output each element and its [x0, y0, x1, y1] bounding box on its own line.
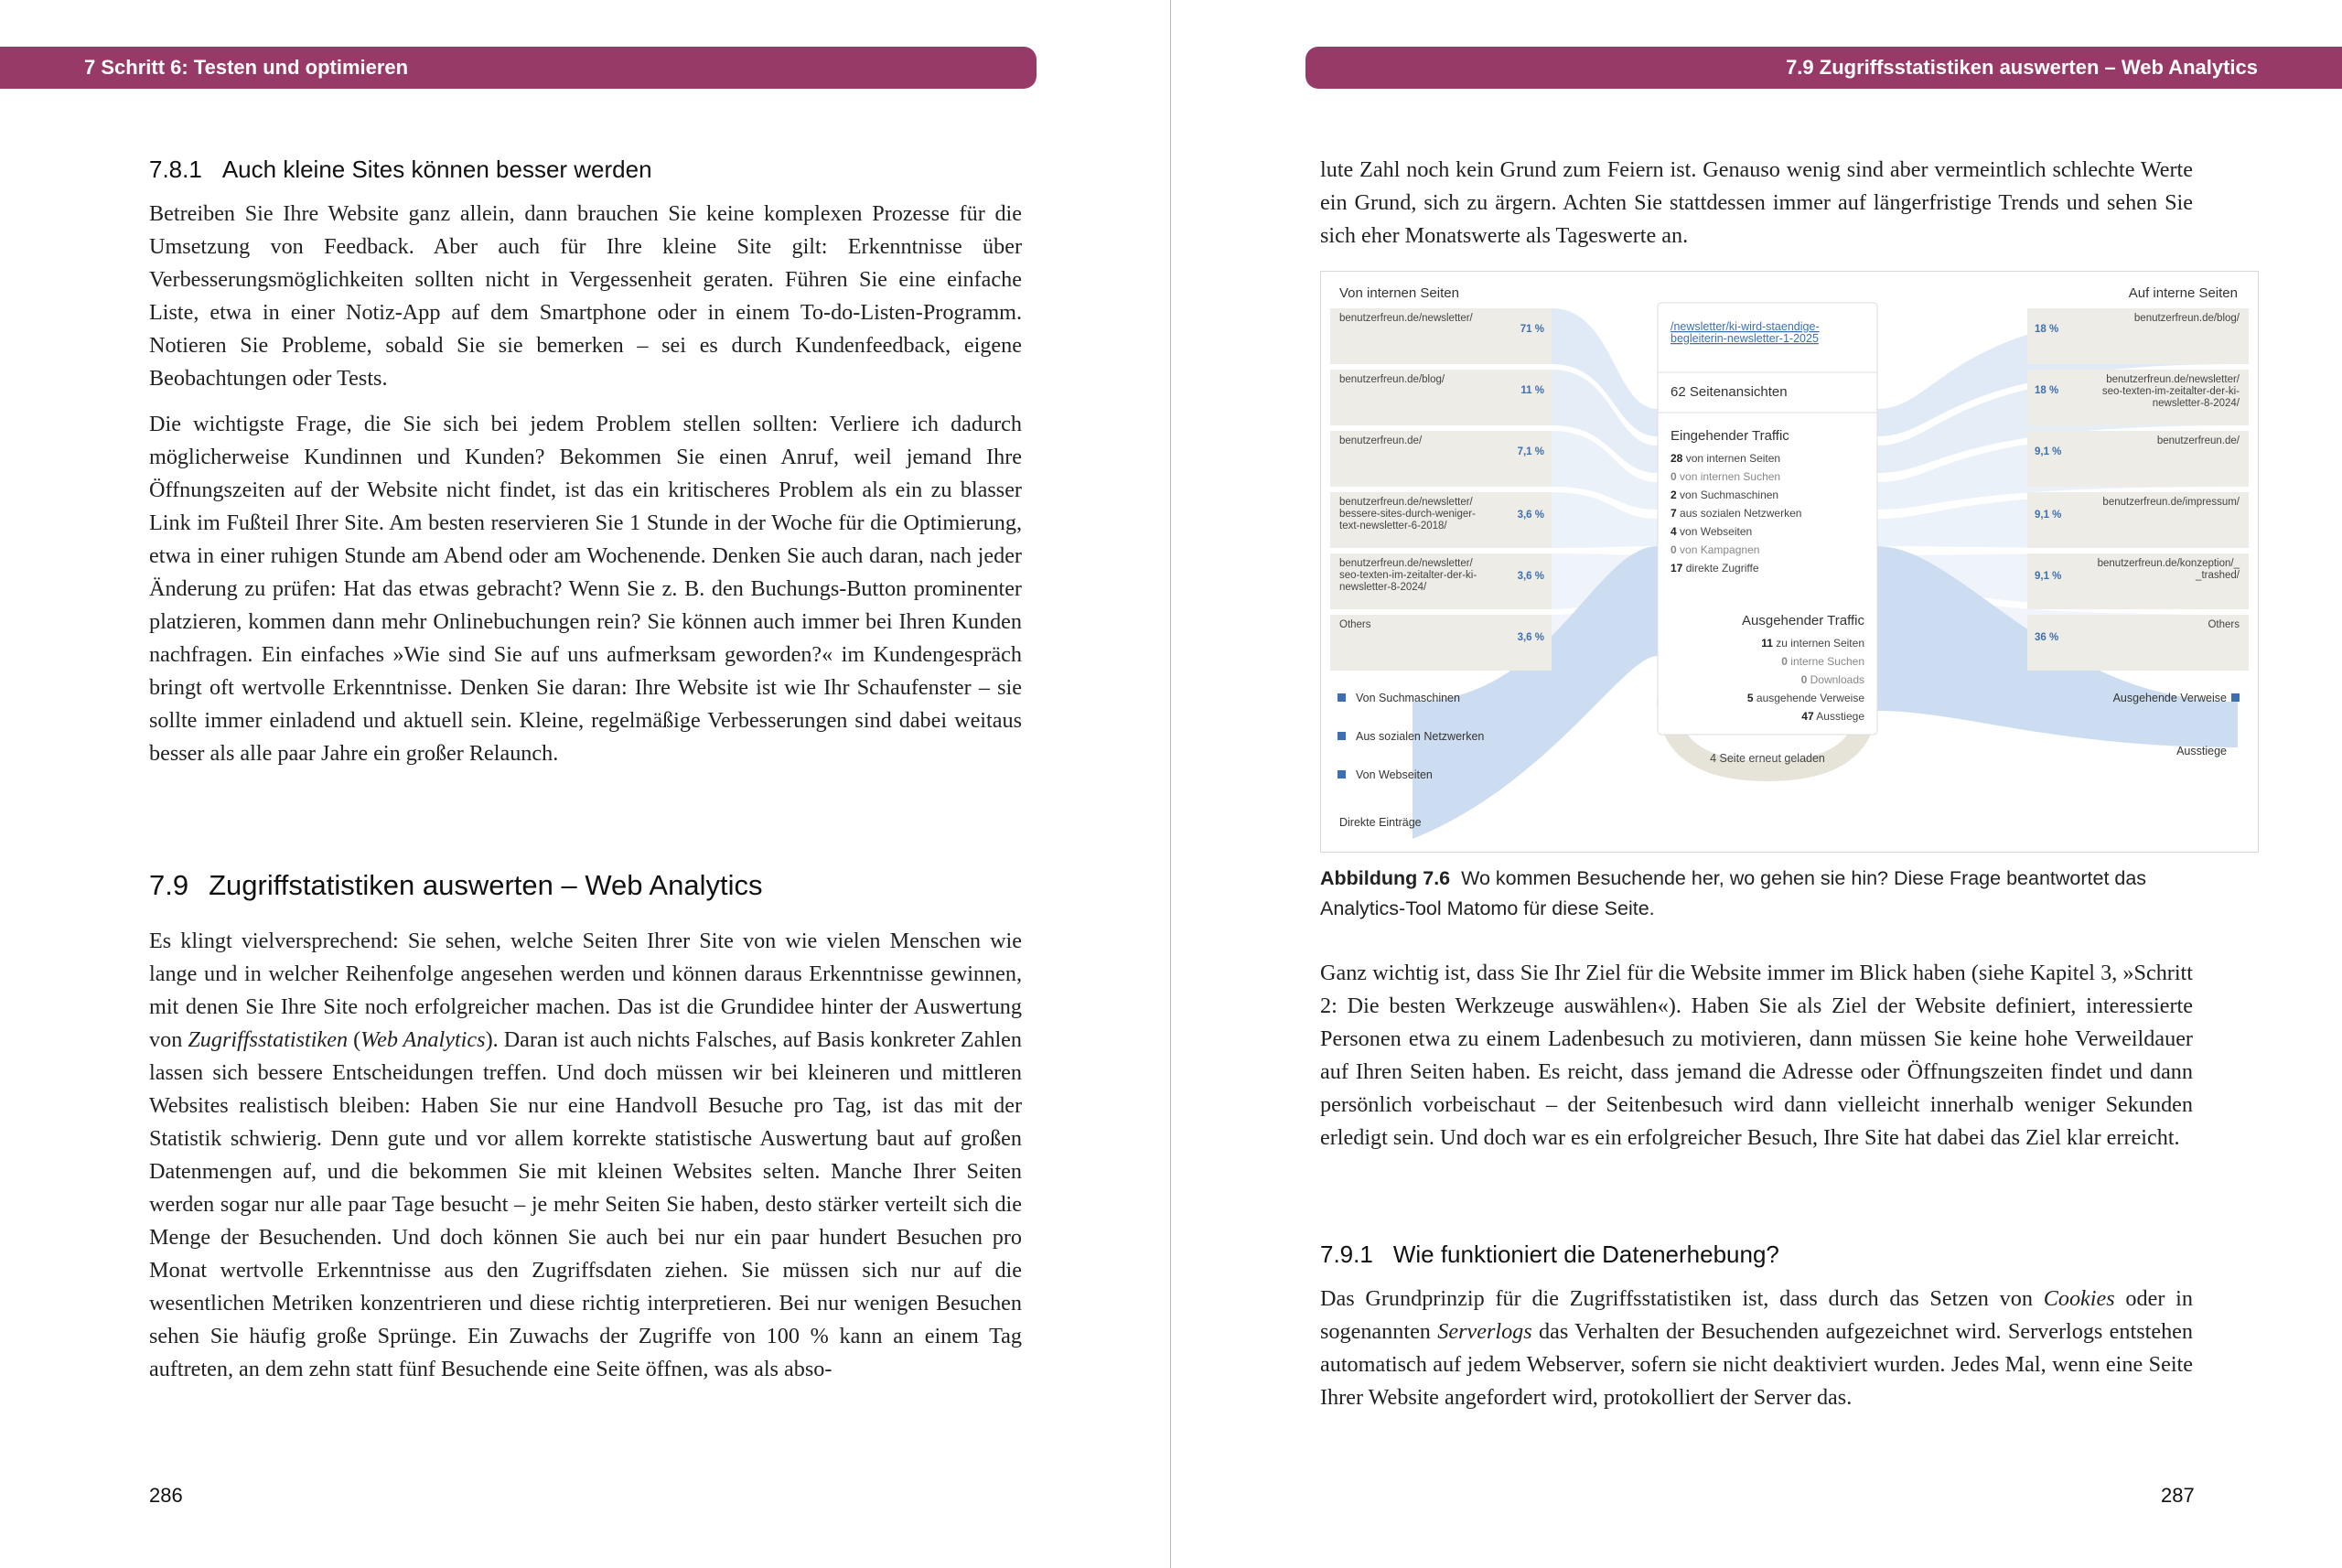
section-number: 7.8.1: [149, 156, 202, 183]
left-group-label: Von Webseiten: [1356, 768, 1433, 781]
left-row-label: benutzerfreun.de/: [1339, 435, 1423, 446]
paragraph: Ganz wichtig ist, dass Sie Ihr Ziel für die Website immer im Blick haben (siehe Kapitel 3, »Schritt 2: Die besten Werkzeuge auswählen«). Haben Sie als Ziel der Website definiert, interessierte Personen etwa zu einem Ladenbesuch zu motivieren, dann müssen Sie keine hohe Verweildauer auf Ihren Seiten haben. Es reicht, dass jemand die Adresse oder Öffnungszeiten findet und dann persönlich vorbeischaut – der Seitenbesuch wird dann vielleicht innerhalb weniger Sekunden erledigt sein. Und doch war es ein erfolgreicher Besuch, Ihre Site hat dabei das Ziel klar erreicht.: [1320, 961, 2193, 1150]
outgoing-item: 47 Ausstiege: [1801, 710, 1864, 723]
paragraph: lute Zahl noch kein Grund zum Feiern ist. Genauso wenig sind aber vermeintlich schlechte Werte ein Grund, sich zu ärgern. Achten Sie stattdessen immer auf längerfristige Trends und sehen Sie sich eher Monatswerte als Tageswerte an.: [1320, 157, 2193, 248]
section-heading-7-9-1: [1320, 1240, 1779, 1269]
plus-icon: [1338, 732, 1346, 740]
running-header-text: 7.9 Zugriffsstatistiken auswerten – Web Analytics: [1786, 56, 2258, 79]
center-views: 62 Seitenansichten: [1671, 384, 1788, 400]
outgoing-item: 5 ausgehende Verweise: [1746, 692, 1864, 704]
page-number: 287: [2161, 1484, 2195, 1507]
left-group-label: Von Suchmaschinen: [1356, 692, 1460, 704]
right-row-label: Others: [2208, 619, 2240, 630]
paragraph: [149, 925, 1022, 1386]
figure-caption: [1320, 864, 2193, 924]
left-row-pct: 3,6 %: [1517, 571, 1544, 582]
incoming-item: 17 direkte Zugriffe: [1671, 562, 1759, 575]
right-row-label: benutzerfreun.de/newsletter/ seo-texten-im-zeitalter-der-ki-newsletter-8-2024/: [2101, 374, 2240, 409]
outgoing-item: 0 interne Suchen: [1781, 655, 1864, 668]
left-row-label: benutzerfreun.de/newsletter/ seo-texten-im-zeitalter-der-ki-newsletter-8-2024/: [1339, 558, 1477, 593]
left-row-label: Others: [1339, 619, 1371, 630]
right-row-pct: 18 %: [2035, 324, 2059, 335]
right-row-pct: 9,1 %: [2035, 446, 2062, 457]
text-run: Es klingt vielversprechend: Sie sehen, welche Seiten Ihrer Site von wie vielen Menschen wie lange und in welcher Reihenfolge angesehen werden und können daraus Erkenntnisse gewinnen, mit denen Sie Ihre Site noch erfolgreicher machen. Das ist die Grundidee hinter der Auswertung von: [149, 929, 1022, 1052]
right-group-label: Ausstiege: [2176, 745, 2227, 757]
text-run: Das Grundprinzip für die Zugriffsstatistiken ist, dass durch das Setzen von: [1320, 1286, 2044, 1311]
emphasis: Zugriffsstatistiken: [188, 1027, 349, 1052]
section-title: Zugriffstatistiken auswerten – Web Analytics: [209, 869, 763, 901]
running-header-text: 7 Schritt 6: Testen und optimieren: [84, 56, 409, 79]
right-row-label: benutzerfreun.de/impressum/: [2102, 497, 2240, 508]
left-group-label: Direkte Einträge: [1339, 816, 1422, 829]
incoming-item: 7 aus sozialen Netzwerken: [1671, 507, 1802, 520]
emphasis: Serverlogs: [1437, 1319, 1532, 1344]
text-run: das Verhalten der Besuchenden aufgezeichnet wird. Serverlogs entstehen automatisch auf jedem Webserver, sofern sie nicht deaktiviert wurden. Jedes Mal, wenn eine Seite Ihrer Website angefordert wird, protokolliert der Server das.: [1320, 1319, 2194, 1410]
right-row-label: benutzerfreun.de/: [2156, 435, 2240, 446]
figure-transitions: [1320, 271, 2259, 853]
caption-text: Wo kommen Besuchende her, wo gehen sie hin? Diese Frage beantwortet das Analytics-Tool Matomo für diese Seite.: [1320, 867, 2147, 919]
right-row-pct: 9,1 %: [2035, 571, 2062, 582]
incoming-item: 0 von internen Suchen: [1671, 470, 1781, 483]
section-title: Wie funktioniert die Datenerhebung?: [1392, 1240, 1779, 1268]
section-heading-7-8-1: [149, 156, 652, 184]
emphasis: Web Analytics: [360, 1027, 486, 1052]
center-link: /newsletter/ki-wird-staendige-begleiterin-newsletter-1-2025: [1671, 320, 1820, 345]
paragraph: Betreiben Sie Ihre Website ganz allein, dann brauchen Sie keine komplexen Prozesse für die Umsetzung von Feedback. Aber auch für Ihre kleine Site gilt: Erkenntnisse über Verbesserungsmöglichkeiten sollten nicht in Vergessenheit geraten. Führen Sie eine einfache Liste, etwa in einer Notiz-App auf dem Smartphone oder in einem To-do-Listen-Programm. Notieren Sie Probleme, sobald Sie sie bemerken – sei es durch Kundenfeedback, eigene Beobachtungen oder Tests.: [149, 201, 1022, 391]
right-title: Auf interne Seiten: [2128, 285, 2238, 301]
running-header: [0, 47, 1037, 89]
incoming-item: 2 von Suchmaschinen: [1671, 489, 1779, 501]
transitions-diagram: [1321, 272, 2258, 852]
outgoing-item: 11 zu internen Seiten: [1761, 637, 1864, 650]
running-header: [1305, 47, 2342, 89]
right-row-pct: 9,1 %: [2035, 510, 2062, 521]
left-row-label: benutzerfreun.de/newsletter/ bessere-sites-durch-weniger-text-newsletter-6-2018/: [1339, 497, 1476, 532]
text-run: oder in sogenannten: [1320, 1286, 2193, 1344]
plus-icon: [1338, 693, 1346, 702]
left-group-label: Aus sozialen Netzwerken: [1356, 730, 1485, 743]
plus-icon: [1338, 770, 1346, 779]
left-title: Von internen Seiten: [1339, 285, 1459, 301]
incoming-title: Eingehender Traffic: [1671, 428, 1789, 444]
incoming-item: 28 von internen Seiten: [1671, 452, 1781, 465]
left-row-pct: 71 %: [1520, 324, 1544, 335]
left-row-label: benutzerfreun.de/blog/: [1339, 374, 1445, 385]
paragraph: [1320, 1283, 2193, 1414]
section-title: Auch kleine Sites können besser werden: [221, 156, 652, 183]
plus-icon: [2231, 693, 2240, 702]
left-row-pct: 7,1 %: [1517, 446, 1544, 457]
section-number: 7.9: [149, 869, 189, 901]
outgoing-item: 0 Downloads: [1800, 673, 1864, 686]
incoming-item: 0 von Kampagnen: [1671, 543, 1760, 556]
left-row-pct: 11 %: [1520, 385, 1544, 396]
left-row-label: benutzerfreun.de/newsletter/: [1339, 313, 1473, 324]
outgoing-title: Ausgehender Traffic: [1742, 613, 1864, 628]
caption-label: Abbildung 7.6: [1320, 867, 1451, 889]
right-row-label: benutzerfreun.de/konzeption/_ _trashed/: [2097, 558, 2240, 581]
section-number: 7.9.1: [1320, 1240, 1373, 1268]
text-run: ). Daran ist auch nichts Falsches, auf Basis konkreter Zahlen lassen sich bessere Entscheidungen treffen. Und doch müssen wir bei kleineren und mittleren Websites realistisch bleiben: Haben Sie nur eine Handvoll Besuche pro Tag, ist das mit der Statistik schwierig. Denn gute und vor allem korrekte statistische Auswertung baut auf großen Datenmengen auf, und die bekommen Sie mit kleinen Websites selten. Manche Ihrer Seiten werden sogar nur alle paar Tage besucht – je mehr Seiten Sie haben, desto stärker verteilt sich die Menge der Besuchenden. Und doch können Sie auch bei nur ein paar hundert Besuchen pro Monat wertvolle Erkenntnisse aus den Zugriffsdaten ziehen. Sie müssen sich nur auf die wesentlichen Metriken konzentrieren und diese richtig interpretieren. Bei nur wenigen Besuchen sehen Sie häufig große Sprünge. Ein Zuwachs der Zugriffe von 100 % kann an einem Tag auftreten, an dem zehn statt fünf Besuchende eine Seite öffnen, was als abso-: [149, 1027, 1023, 1381]
right-row-label: benutzerfreun.de/blog/: [2133, 313, 2240, 324]
emphasis: Cookies: [2043, 1286, 2115, 1311]
page-number: 286: [149, 1484, 183, 1507]
incoming-item: 4 von Webseiten: [1671, 525, 1753, 538]
paragraph: Die wichtigste Frage, die Sie sich bei jedem Problem stellen sollten: Verliere ich dadurch möglicherweise Kundinnen und Kunden? Bekommen Sie einen Anruf, weil jemand Ihre Öffnungszeiten auf der Website nicht findet, ist das ein kritischeres Problem als ein zu blasser Link im Fußteil Ihrer Site. Am besten reservieren Sie 1 Stunde in der Woche für die Optimierung, etwa in einer ruhigen Stunde am Abend oder am Wochenende. Denken Sie auch daran, nach jeder Änderung zu prüfen: Hat das etwas gebracht? Wenn Sie z. B. den Buchungs-Button prominenter platzieren, kommen dann mehr Onlinebuchungen rein? Sie können auch immer bei Ihren Kunden nachfragen. Ein einfaches »Wie sind Sie auf uns aufmerksam geworden?« im Kundengespräch bringt oft wertvolle Erkenntnisse. Denken Sie daran: Ihre Website ist wie Ihr Schaufenster – sie sollte immer einladend und aktuell sein. Kleine, regelmäßige Verbesserungen sind dabei weitaus besser als alle paar Jahre ein großer Relaunch.: [149, 412, 1022, 766]
reload-label: 4 Seite erneut geladen: [1710, 752, 1825, 765]
left-page: [0, 0, 1170, 1568]
left-row-pct: 3,6 %: [1517, 632, 1544, 643]
right-row-pct: 18 %: [2035, 385, 2059, 396]
left-row-pct: 3,6 %: [1517, 510, 1544, 521]
section-heading-7-9: [149, 869, 762, 902]
right-group-label: Ausgehende Verweise: [2112, 692, 2227, 704]
right-row-pct: 36 %: [2035, 632, 2059, 643]
text-run: (: [348, 1027, 361, 1052]
right-page: [1171, 0, 2341, 1568]
